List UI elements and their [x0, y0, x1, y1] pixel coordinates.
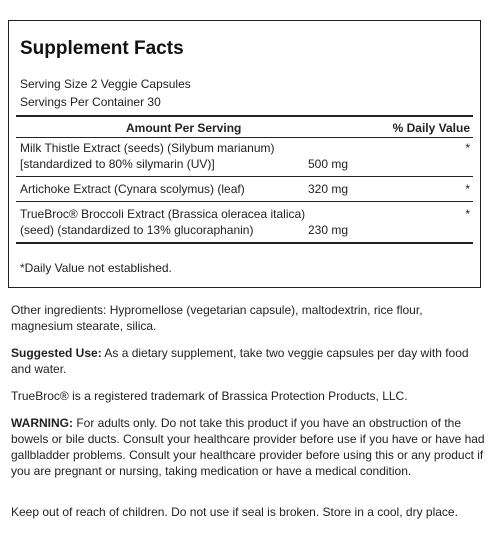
ingredient-daily-value: * — [465, 141, 470, 155]
suggested-use-text: As a dietary supplement, take two veggie capsules per day with food and water. — [11, 346, 469, 376]
daily-value-header: % Daily Value — [392, 121, 470, 135]
ingredient-name: TrueBroc® Broccoli Extract (Brassica oleracea italica) — [20, 207, 306, 221]
trademark-notice: TrueBroc® is a registered trademark of Brassica Protection Products, LLC. — [11, 389, 408, 403]
warning-text: For adults only. Do not take this product if you have an obstruction of the bowels or bile ducts. Consult your healthcare provider before use if you have or have had gallbladder problems. Consult your healthcare provider before using this or any product if you are pregnant or nursing, taking medication or have a medical condition. — [11, 416, 485, 478]
footer-rule — [16, 242, 473, 244]
ingredient-daily-value: * — [465, 182, 470, 196]
divider — [16, 201, 473, 202]
warning — [11, 415, 485, 479]
ingredient-name: Milk Thistle Extract (seeds) (Silybum marianum) — [20, 141, 275, 155]
serving-size: Serving Size 2 Veggie Capsules — [20, 77, 191, 91]
supplement-facts-panel — [8, 20, 481, 288]
amount-per-serving-header: Amount Per Serving — [126, 121, 242, 135]
storage-instructions: Keep out of reach of children. Do not use if seal is broken. Store in a cool, dry place. — [11, 505, 458, 519]
ingredient-daily-value: * — [465, 207, 470, 221]
suggested-use-label: Suggested Use: — [11, 346, 102, 360]
daily-value-footnote: *Daily Value not established. — [20, 261, 172, 275]
facts-title: Supplement Facts — [20, 38, 184, 59]
other-ingredients: Other ingredients: Hypromellose (vegetarian capsule), maltodextrin, rice flour, magnesium stearate, silica. — [11, 303, 423, 333]
header-rule — [16, 115, 473, 117]
ingredient-amount: 230 mg — [308, 223, 349, 237]
divider — [16, 137, 473, 138]
divider — [16, 176, 473, 177]
warning-label: WARNING: — [11, 416, 73, 430]
ingredient-amount: 500 mg — [308, 157, 349, 171]
ingredient-name-detail: [standardized to 80% silymarin (UV)] — [20, 157, 215, 171]
ingredient-amount: 320 mg — [308, 182, 349, 196]
ingredient-name-detail: (seed) (standardized to 13% glucoraphanin) — [20, 223, 254, 237]
suggested-use — [11, 345, 485, 377]
servings-per-container: Servings Per Container 30 — [20, 95, 161, 109]
ingredient-name: Artichoke Extract (Cynara scolymus) (leaf) — [20, 182, 245, 196]
